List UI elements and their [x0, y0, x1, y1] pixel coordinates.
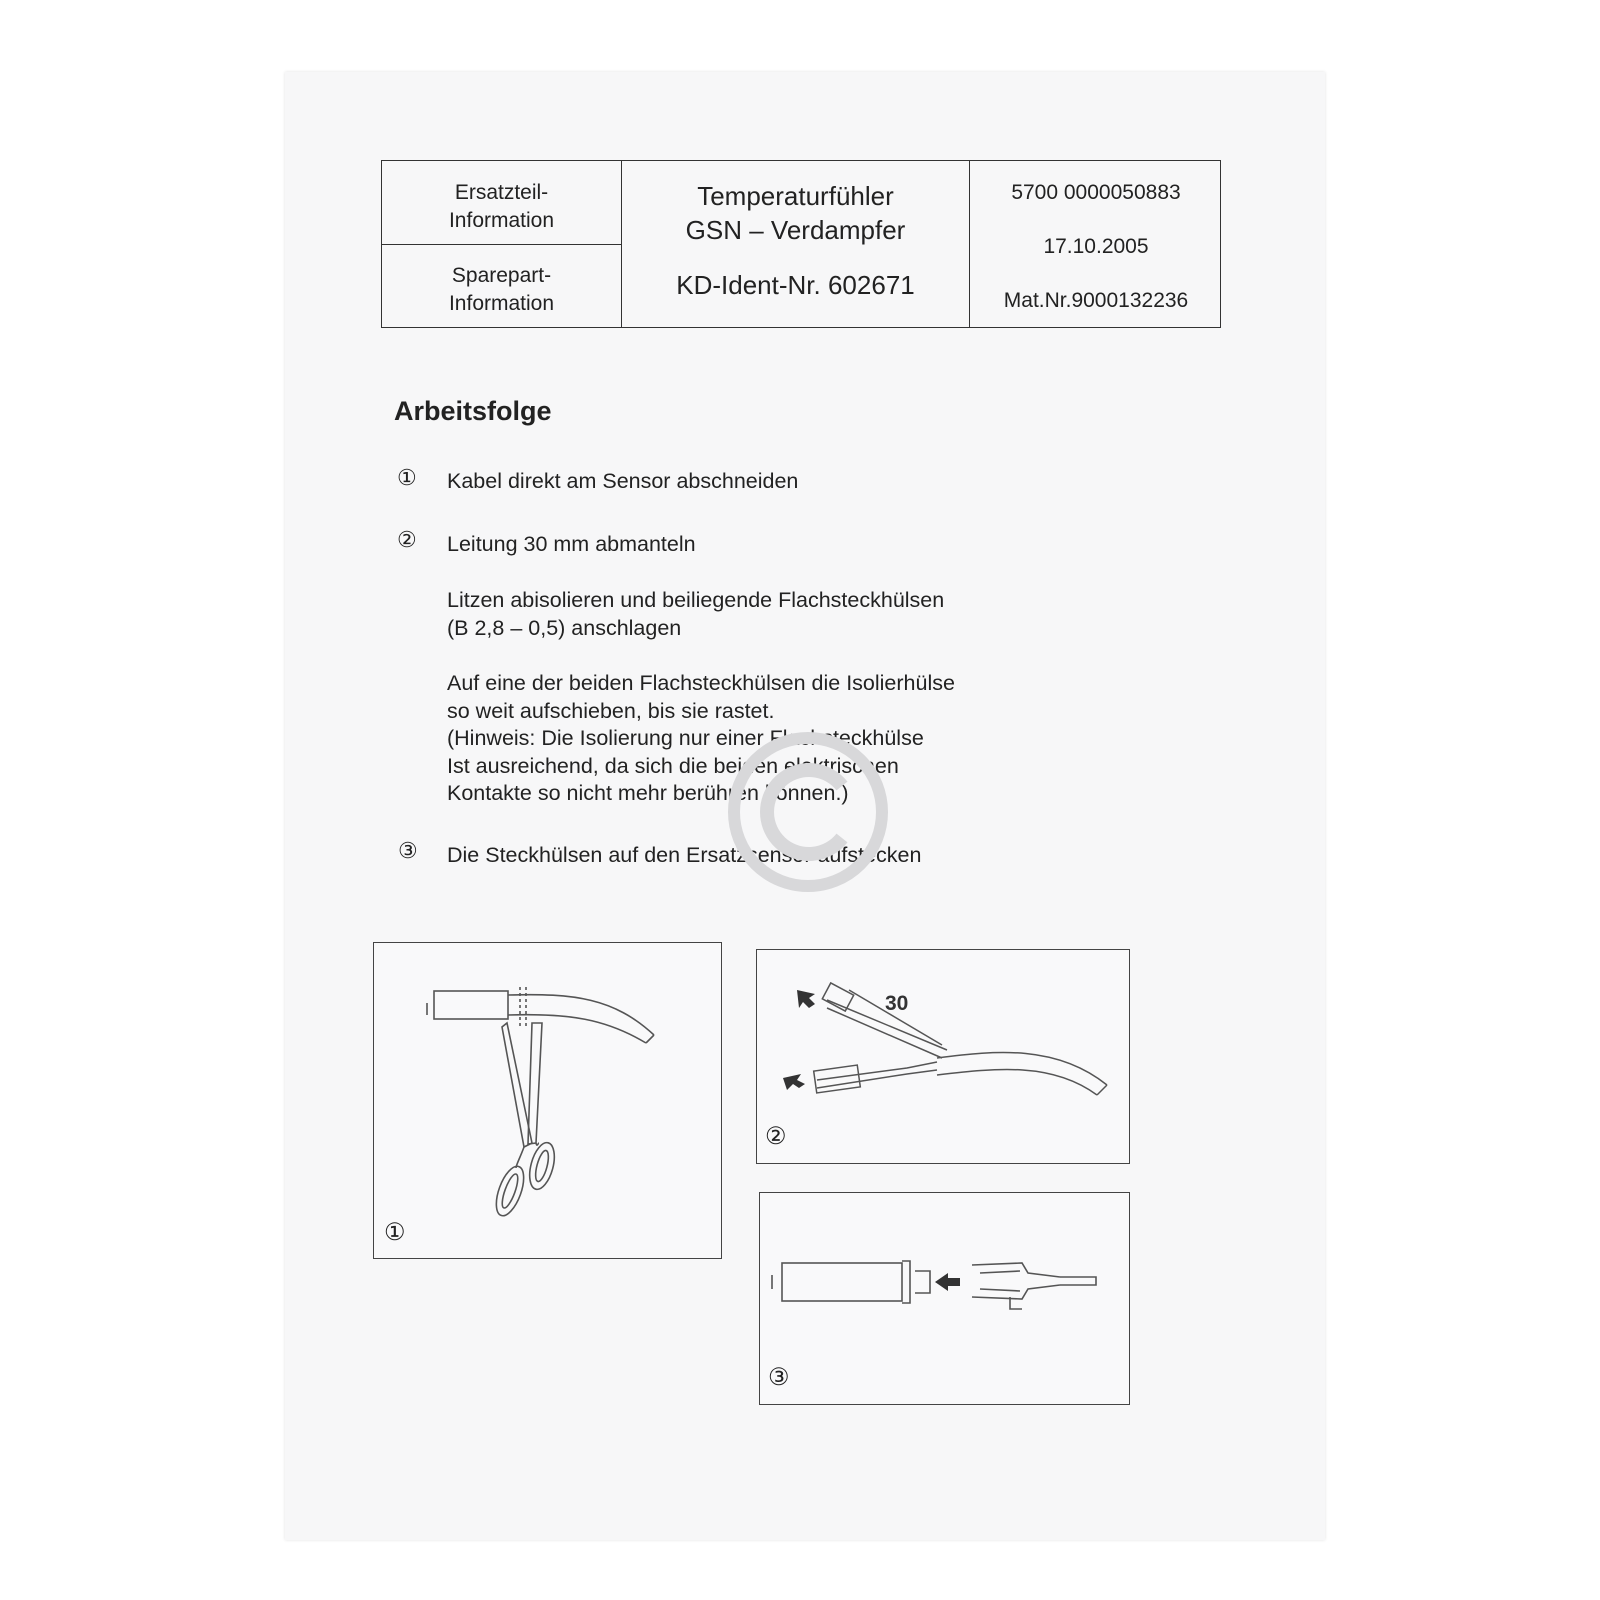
plug-onto-sensor-illustration-icon [760, 1193, 1131, 1406]
section-title: Arbeitsfolge [394, 396, 552, 426]
step-3-text: Die Steckhülsen auf den Ersatzsensor aufstecken [447, 843, 922, 867]
material-number: Mat.Nr.9000132236 [1003, 289, 1189, 312]
ersatzteil-information-cell: Ersatzteil- Information [448, 181, 555, 232]
part-code: 5700 0000050883 [1011, 181, 1181, 204]
header-table [381, 160, 1221, 328]
step-1-marker: ① [397, 466, 417, 491]
stripped-cable-illustration-icon [757, 950, 1131, 1165]
figure-2-box [756, 949, 1130, 1164]
step-1-text: Kabel direkt am Sensor abschneiden [447, 469, 799, 493]
copyright-watermark-icon [724, 728, 892, 896]
step-3-marker: ③ [398, 839, 418, 864]
part-title: Temperaturfühler GSN – Verdampfer [685, 181, 906, 245]
figure-1-box [373, 942, 722, 1259]
figure-2-label: ② [765, 1122, 787, 1150]
step-2-stripping-text: Litzen abisolieren und beiliegende Flachsteckhülsen (B 2,8 – 0,5) anschlagen [447, 588, 945, 640]
step-2-insulation-text: Auf eine der beiden Flachsteckhülsen die Isolierhülse so weit aufschieben, bis sie rastet. (Hinweis: Die Isolierung nur einer Flachsteckhülse Ist ausreichend, da sich die beiden elektrischen Kontakte so nicht mehr berühren können.) [447, 671, 955, 805]
document-date: 17.10.2005 [1043, 235, 1149, 258]
figure-1-label: ① [384, 1218, 406, 1246]
kd-ident-number: KD-Ident-Nr. 602671 [676, 270, 915, 300]
figure-3-label: ③ [768, 1363, 790, 1391]
step-2-marker: ② [397, 528, 417, 553]
step-2-text: Leitung 30 mm abmanteln [447, 532, 696, 556]
scissors-cutting-cable-illustration-icon [374, 943, 723, 1260]
sparepart-information-cell: Sparepart- Information [448, 264, 555, 315]
figure-3-box [759, 1192, 1130, 1405]
dimension-label-30: 30 [885, 992, 909, 1015]
